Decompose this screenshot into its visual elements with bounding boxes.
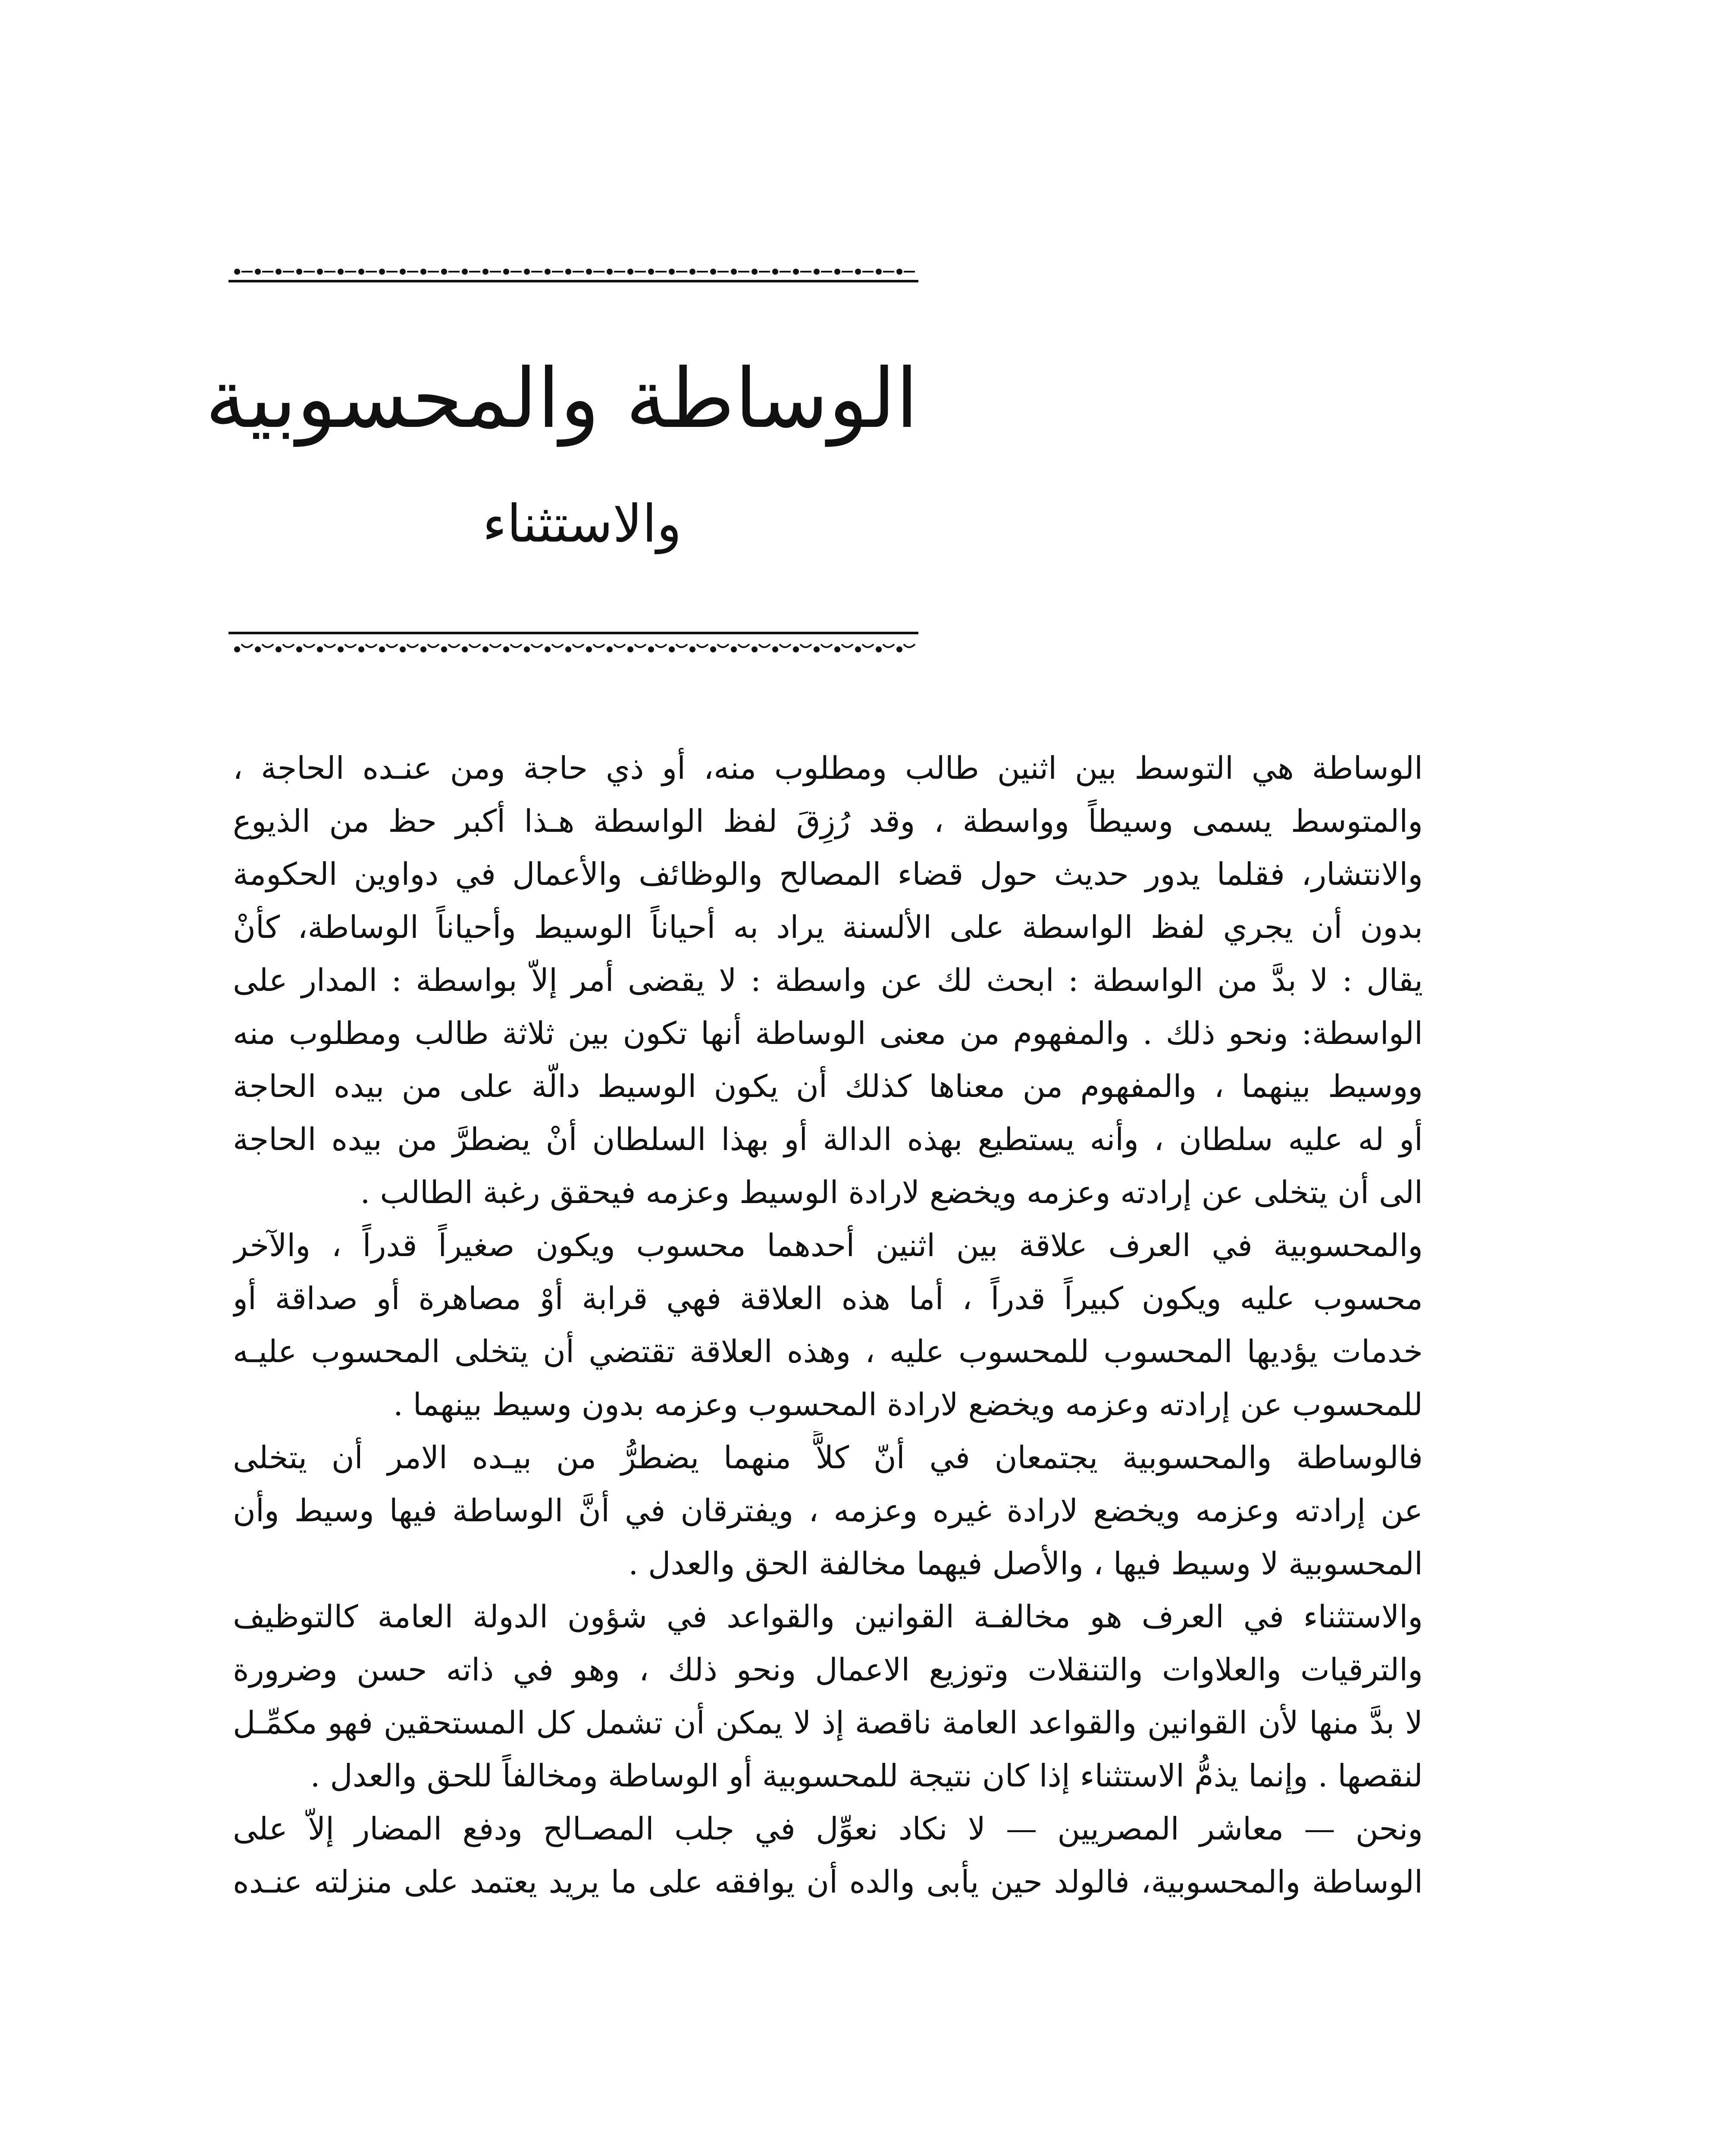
ornament-flourish bbox=[510, 644, 522, 647]
text-line: أو له عليه سلطان ، وأنه يستطيع بهذه الدالة أو بهذا السلطان أنْ يضطرَّ من بيده الحاجة bbox=[233, 1121, 1423, 1157]
ornament-dot bbox=[855, 646, 861, 652]
ornament-flourish bbox=[759, 644, 770, 647]
ornament-dot bbox=[255, 269, 261, 275]
chapter-subtitle: والاستثناء bbox=[482, 494, 682, 554]
ornament-flourish bbox=[531, 644, 542, 647]
ornament-dot bbox=[379, 269, 385, 275]
ornament-dot bbox=[710, 269, 716, 275]
ornament-dot bbox=[482, 269, 489, 275]
ornament-dot bbox=[441, 269, 447, 275]
ornament-dot bbox=[400, 646, 406, 652]
ornament-dot bbox=[276, 646, 282, 652]
text-line: ووسيط بينهما ، والمفهوم من معناها كذلك أن يكون الوسيط دالّة على من بيده الحاجة bbox=[233, 1068, 1423, 1104]
ornament-dot bbox=[752, 646, 758, 652]
text-line: خدمات يؤديها المحسوب للمحسوب عليه ، وهذه العلاقة تقتضي أن يتخلى المحسوب عليـه bbox=[233, 1333, 1423, 1369]
ornament-dot bbox=[255, 646, 261, 652]
ornament-flourish bbox=[448, 644, 460, 647]
ornament-flourish bbox=[635, 644, 646, 647]
ornament-dot bbox=[462, 269, 468, 275]
ornament-dot bbox=[627, 646, 633, 652]
ornament-dot bbox=[689, 269, 695, 275]
text-line: الوساطة هي التوسط بين اثنين طالب ومطلوب منه، أو ذي حاجة ومن عنـده الحاجة ، bbox=[233, 750, 1423, 786]
ornament-dot bbox=[710, 646, 716, 652]
ornament-flourish bbox=[862, 644, 874, 647]
ornament-dot bbox=[234, 646, 240, 652]
ornament-dot bbox=[276, 269, 282, 275]
ornament-dot bbox=[814, 646, 820, 652]
ornament-dot bbox=[876, 269, 882, 275]
ornament-dot bbox=[379, 646, 385, 652]
ornament-dot bbox=[731, 269, 737, 275]
ornament-flourish bbox=[386, 644, 398, 647]
ornament-dot bbox=[503, 269, 509, 275]
ornament-dot bbox=[524, 646, 530, 652]
text-line: للمحسوب عن إرادته وعزمه ويخضع لارادة المحسوب وعزمه بدون وسيط بينهما . bbox=[393, 1386, 1423, 1423]
text-line: والمحسوبية في العرف علاقة بين اثنين أحدهما محسوب ويكون صغيراً قدراً ، والآخر bbox=[233, 1227, 1423, 1263]
ornament-dot bbox=[317, 646, 323, 652]
ornament-flourish bbox=[428, 644, 439, 647]
ornament-flourish bbox=[614, 644, 625, 647]
ornament-dot bbox=[400, 269, 406, 275]
ornament-flourish bbox=[490, 644, 501, 647]
ornament-flourish bbox=[593, 644, 604, 647]
text-line: والترقيات والعلاوات والتنقلات وتوزيع الاعمال ونحو ذلك ، وهو في ذاته حسن وضرورة bbox=[233, 1651, 1423, 1688]
text-line: لا بدَّ منها لأن القوانين والقواعد العامة ناقصة إذ لا يمكن أن تشمل كل المستحقين فهو مكمِّـل bbox=[233, 1705, 1423, 1741]
text-line: عن إرادته وعزمه ويخضع لارادة غيره وعزمه ، ويفترقان في أنَّ الوساطة فيها وسيط وأن bbox=[233, 1492, 1423, 1529]
ornament-dot bbox=[420, 269, 426, 275]
text-line: والمتوسط يسمى وسيطاً وواسطة ، وقد رُزِقَ لفظ الواسطة هـذا أكبر حظ من الذيوع bbox=[233, 803, 1423, 839]
text-line: الوساطة والمحسوبية، فالولد حين يأبى والده أن يوافقه على ما يريد يعتمد على منزلته عنـده bbox=[233, 1864, 1423, 1900]
ornament-dot bbox=[296, 646, 302, 652]
text-line: المحسوبية لا وسيط فيها ، والأصل فيهما مخالفة الحق والعدل . bbox=[628, 1545, 1423, 1582]
ornament-flourish bbox=[883, 644, 894, 647]
ornament-dot bbox=[503, 646, 509, 652]
paragraph-5 bbox=[233, 1802, 1423, 1908]
text-line: والانتشار، فقلما يدور حديث حول قضاء المصالح والوظائف والأعمال في دواوين الحكومة bbox=[233, 856, 1423, 892]
ornament-dot bbox=[793, 646, 799, 652]
ornament-dot bbox=[896, 646, 902, 652]
top-ornamental-rule bbox=[229, 259, 918, 289]
ornament-dot bbox=[565, 646, 571, 652]
ornament-flourish bbox=[407, 644, 418, 647]
ornament-dot bbox=[296, 269, 302, 275]
ornament-dot bbox=[855, 269, 861, 275]
ornament-dot bbox=[358, 646, 364, 652]
ornament-flourish bbox=[655, 644, 667, 647]
ornament-flourish bbox=[241, 644, 253, 647]
chapter-title: الوساطة والمحسوبية bbox=[205, 351, 918, 446]
ornament-dot bbox=[814, 269, 820, 275]
ornament-flourish bbox=[345, 644, 356, 647]
ornament-dot bbox=[876, 646, 882, 652]
ornament-flourish bbox=[283, 644, 294, 647]
ornament-flourish bbox=[676, 644, 687, 647]
ornament-dot bbox=[607, 646, 613, 652]
ornament-dot bbox=[462, 646, 468, 652]
ornament-dot bbox=[752, 269, 758, 275]
ornament-flourish bbox=[262, 644, 273, 647]
ornament-dot bbox=[896, 269, 902, 275]
ornament-flourish bbox=[697, 644, 708, 647]
text-line: يقال : لا بدَّ من الواسطة : ابحث لك عن واسطة : لا يقضى أمر إلاّ بواسطة : المدار على bbox=[233, 962, 1423, 998]
ornament-flourish bbox=[717, 644, 729, 647]
text-line: ونحن — معاشر المصريين — لا نكاد نعوِّل في جلب المصـالح ودفع المضار إلاّ على bbox=[233, 1811, 1423, 1847]
ornament-bottom-graphic bbox=[229, 625, 918, 655]
ornament-flourish bbox=[304, 644, 315, 647]
ornament-flourish bbox=[904, 644, 915, 647]
ornament-dot bbox=[338, 269, 344, 275]
ornament-dot bbox=[565, 269, 571, 275]
ornament-flourish bbox=[842, 644, 853, 647]
ornament-dot bbox=[834, 646, 840, 652]
ornament-dot bbox=[731, 646, 737, 652]
ornament-dot bbox=[338, 646, 344, 652]
ornament-dot bbox=[317, 269, 323, 275]
text-line: فالوساطة والمحسوبية يجتمعان في أنّ كلاًّ منهما يضطرُّ من بيـده الامر أن يتخلى bbox=[233, 1439, 1423, 1476]
ornament-flourish bbox=[469, 644, 480, 647]
paragraph-4 bbox=[233, 1590, 1423, 1802]
text-line: محسوب عليه ويكون كبيراً قدراً ، أما هذه العلاقة فهي قرابة أوْ مصاهرة أو صداقة أو bbox=[233, 1280, 1423, 1316]
ornament-dot bbox=[482, 646, 489, 652]
ornament-top-graphic bbox=[229, 259, 918, 289]
text-line: الواسطة: ونحو ذلك . والمفهوم من معنى الوساطة أنها تكون بين ثلاثة طالب ومطلوب منه bbox=[233, 1015, 1423, 1051]
paragraph-1 bbox=[233, 742, 1423, 1219]
ornament-dot bbox=[234, 269, 240, 275]
ornament-flourish bbox=[366, 644, 377, 647]
ornament-dot bbox=[772, 269, 778, 275]
ornament-dot bbox=[441, 646, 447, 652]
ornament-dot bbox=[793, 269, 799, 275]
ornament-dot bbox=[545, 646, 551, 652]
ornament-dot bbox=[669, 269, 675, 275]
ornament-dot bbox=[358, 269, 364, 275]
text-line: لنقصها . وإنما يذمُّ الاستثناء إذا كان نتيجة للمحسوبية أو الوساطة ومخالفاً للحق والعدل . bbox=[310, 1758, 1423, 1794]
ornament-flourish bbox=[573, 644, 584, 647]
ornament-dot bbox=[834, 269, 840, 275]
ornament-dot bbox=[627, 269, 633, 275]
ornament-dot bbox=[648, 646, 654, 652]
ornament-flourish bbox=[780, 644, 791, 647]
ornament-dot bbox=[689, 646, 695, 652]
ornament-dot bbox=[772, 646, 778, 652]
text-line: والاستثناء في العرف هو مخالفـة القوانين والقواعد في شؤون الدولة العامة كالتوظيف bbox=[233, 1598, 1423, 1635]
ornament-flourish bbox=[821, 644, 832, 647]
ornament-dot bbox=[586, 269, 592, 275]
text-line: بدون أن يجري لفظ الواسطة على الألسنة يراد به أحياناً الوسيط وأحياناً الوساطة، كأنْ bbox=[233, 909, 1423, 945]
paragraph-3 bbox=[233, 1431, 1423, 1590]
ornament-flourish bbox=[800, 644, 811, 647]
ornament-dot bbox=[607, 269, 613, 275]
ornament-dot bbox=[545, 269, 551, 275]
text-line: الى أن يتخلى عن إرادته وعزمه ويخضع لارادة الوسيط وعزمه فيحقق رغبة الطالب . bbox=[360, 1174, 1423, 1210]
ornament-dot bbox=[669, 646, 675, 652]
ornament-flourish bbox=[738, 644, 749, 647]
paragraph-2 bbox=[233, 1219, 1423, 1431]
ornament-dot bbox=[524, 269, 530, 275]
bottom-ornamental-rule bbox=[229, 625, 918, 655]
ornament-dot bbox=[648, 269, 654, 275]
ornament-dot bbox=[586, 646, 592, 652]
ornament-flourish bbox=[324, 644, 335, 647]
ornament-dot bbox=[420, 646, 426, 652]
body-text bbox=[233, 742, 1423, 1908]
ornament-flourish bbox=[552, 644, 563, 647]
